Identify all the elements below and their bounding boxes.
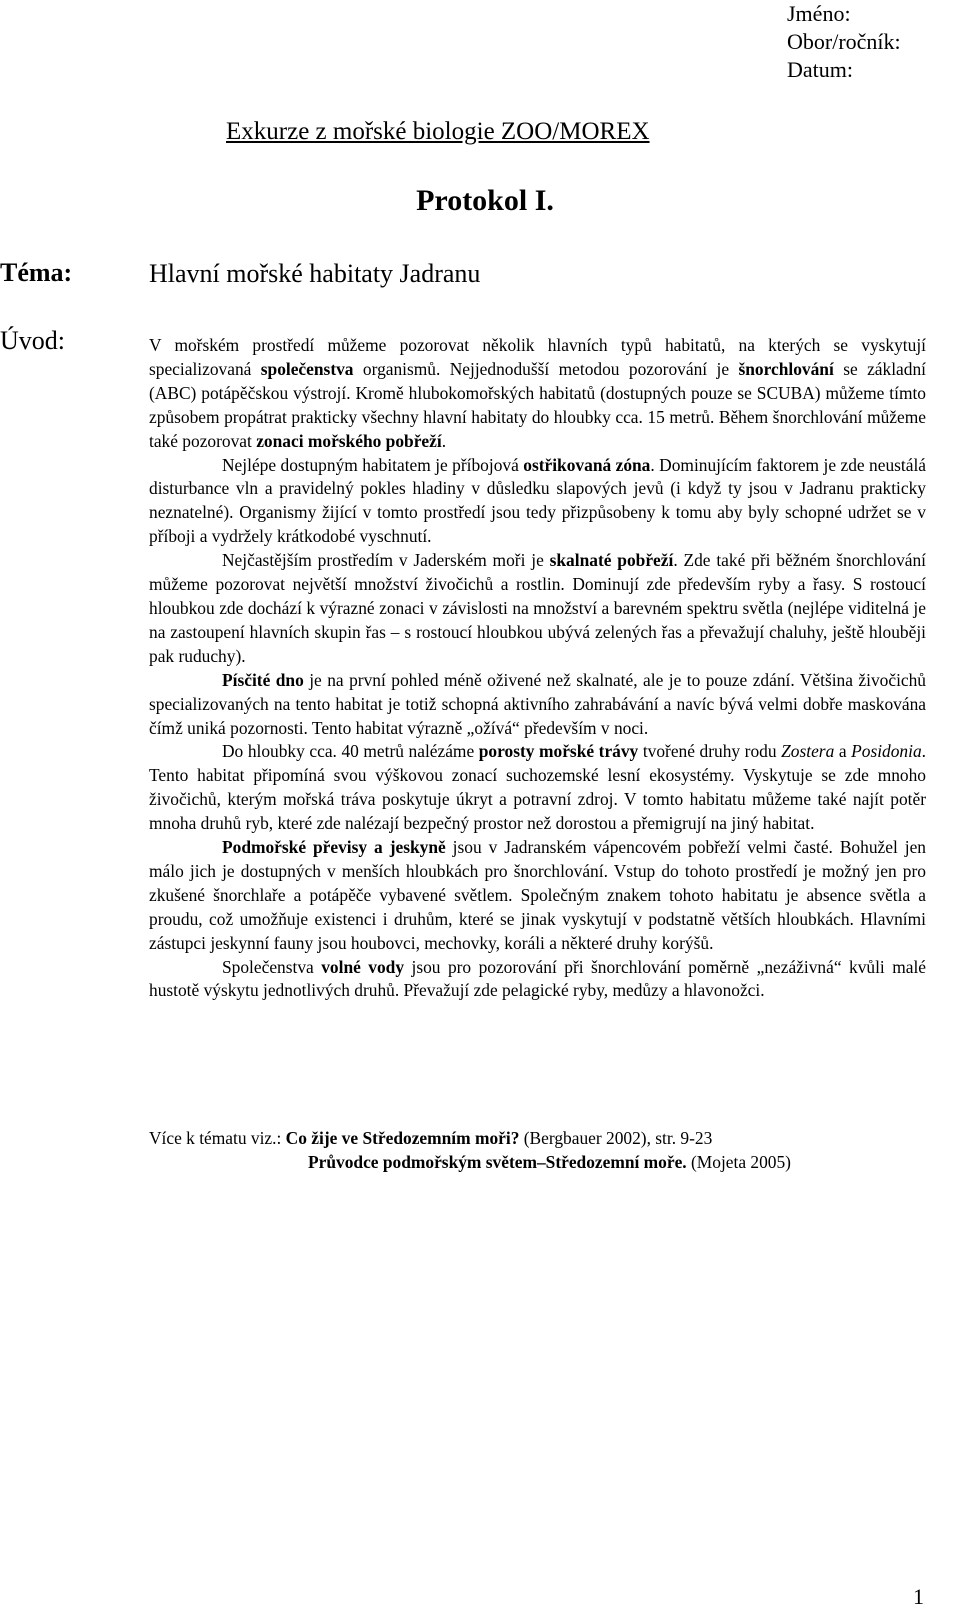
reference-1-title: Co žije ve Středozemním moři? — [285, 1128, 520, 1148]
reference-1-details: (Bergbauer 2002), str. 9-23 — [519, 1128, 713, 1148]
bold-term: společenstva — [260, 358, 354, 379]
text-run: Nejlépe dostupným habitatem je příbojová — [222, 454, 524, 475]
reference-2-title: Průvodce podmořským světem–Středozemní moře. — [308, 1152, 687, 1172]
topic-text: Hlavní mořské habitaty Jadranu — [149, 259, 481, 288]
intro-paragraph — [149, 454, 926, 550]
text-run: tvořené druhy rodu — [638, 741, 782, 762]
references-lead: Více k tématu viz.: — [149, 1128, 286, 1148]
bold-term: volné vody — [321, 956, 405, 977]
text-run: Nejčastějším prostředím v Jaderském moři je — [222, 550, 550, 571]
bold-term: zonaci mořského pobřeží — [256, 430, 442, 451]
bold-term: šnorchlování — [738, 358, 834, 379]
field-label: Obor/ročník: — [787, 29, 901, 54]
document-title: Exkurze z mořské biologie ZOO/MOREX — [226, 118, 650, 145]
text-run: se základní (ABC) potápěčskou výstrojí. Kromě hlubokomořských habitatů (dostupných pouze se SCUBA) můžeme tímto způsobem propátrat prakticky všechny hlavní habitaty do hloubky cca. 15 metrů. Během šnorchlování můžeme také pozorovat — [149, 358, 926, 451]
text-run: jsou pro pozorování při šnorchlování poměrně „nezáživná“ kvůli malé hustotě výskytu jednotlivých druhů. Převažují zde pelagické ryby, medůzy a hlavonožci. — [149, 956, 926, 1001]
text-run: . — [441, 430, 447, 451]
intro-body — [149, 334, 926, 1003]
date-label: Datum: — [787, 57, 853, 82]
name-label: Jméno: — [787, 1, 851, 26]
page-number: 1 — [913, 1584, 924, 1609]
intro-paragraph — [149, 956, 926, 1004]
intro-label: Úvod: — [0, 326, 65, 355]
reference-line-1 — [149, 1126, 939, 1150]
bold-term: Písčité dno — [222, 669, 304, 690]
text-run: . Zde také při běžném šnorchlování můžeme pozorovat největší množství živočichů a rostlin. Dominují zde především ryby a řasy. S rostoucí hloubkou zde dochází k výrazné zonaci v závislosti na množství a barevném spektru světla (nejlépe viditelná je na zastoupení hlavních skupin řas – s rostoucí hloubkou ubývá zelených řas a převažují chaluhy, ještě hlouběji pak ruduchy). — [149, 550, 927, 666]
header-fields — [787, 0, 901, 84]
bold-term: ostřikovaná zóna — [523, 454, 651, 475]
topic-label: Téma: — [0, 258, 73, 287]
text-run: . Tento habitat připomíná svou výškovou zonací suchozemské lesní ekosystémy. Vyskytuje se zde mnoho živočichů, kterým mořská tráva poskytuje úkryt a potravní zdroj. V tomto habitatu můžeme také najít potěr mnoha druhů ryb, které zde nalézají bezpečný prostor než dorostou a přemigrují na jiný habitat. — [149, 741, 927, 834]
text-run: V mořském prostředí můžeme pozorovat několik hlavních typů habitatů, na kterých se vyskytují specializovaná — [149, 335, 926, 379]
text-run: jsou v Jadranském vápencovém pobřeží velmi časté. Bohužel jen málo jich je dostupných v menších hloubkách pro šnorchlování. Vstup do tohoto prostředí je možný jen pro zkušené šnorchlaře a potápěče vybavené světlem. Společným znakem tohoto habitatu je absence světla a proudu, což umožňuje existenci i druhům, které se jinak vyskytují v podstatně větších hloubkách. Hlavními zástupci jeskynní fauny jsou houbovci, mechovky, koráli a některé druhy korýšů. — [149, 837, 926, 953]
intro-paragraph — [149, 549, 926, 669]
intro-paragraph — [149, 740, 926, 836]
text-run: . Dominujícím faktorem je zde neustálá disturbance vln a pravidelný pokles hladiny v důsledku slapových jevů (i když ty jsou v Jadranu prakticky neznatelné). Organismy žijící v tomto prostředí jsou tedy přizpůsobeny k tomu aby byly schopné udržet se v příboji a vydržely krátkodobé vyschnutí. — [149, 454, 927, 547]
bold-term: Podmořské převisy a jeskyně — [222, 837, 446, 858]
text-run: Do hloubky cca. 40 metrů nalézáme — [222, 741, 479, 762]
italic-term: Posidonia — [851, 741, 922, 762]
text-run: je na první pohled méně oživené než skalnaté, ale je to pouze zdání. Většina živočichů specializovaných na tento habitat je totiž schopná aktivního zahrabávání a navíc bývá velmi dobře maskována čímž uniká pozornosti. Tento habitat výrazně „ožívá“ především v noci. — [149, 669, 927, 738]
bold-term: skalnaté pobřeží — [549, 550, 674, 571]
intro-paragraph — [149, 334, 926, 454]
text-run: Společenstva — [222, 956, 322, 977]
intro-paragraph — [149, 669, 926, 741]
reference-line-2 — [149, 1150, 939, 1174]
references — [149, 1126, 939, 1174]
bold-term: porosty mořské trávy — [478, 741, 639, 762]
protocol-title: Protokol I. — [416, 184, 554, 217]
intro-paragraph — [149, 836, 926, 956]
text-run: a — [834, 741, 852, 762]
text-run: organismů. Nejjednodušší metodou pozorování je — [353, 358, 739, 379]
reference-2-details: (Mojeta 2005) — [686, 1152, 791, 1172]
italic-term: Zostera — [781, 741, 835, 762]
